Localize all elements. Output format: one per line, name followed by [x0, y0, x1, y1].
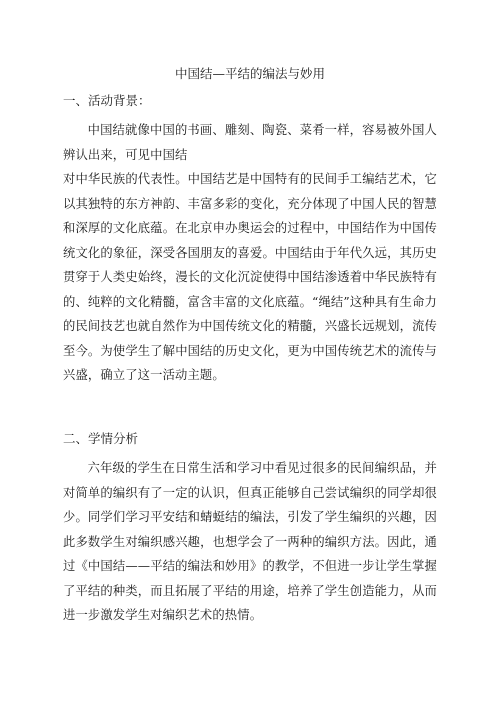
section-heading-background: 一、活动背景：	[63, 93, 151, 108]
document-title: 中国结—平结的编法与妙用	[174, 66, 325, 81]
paragraph-background-main: 对中华民族的代表性。中国结艺是中国特有的民间手工编结艺术，它以其独特的东方神韵、丰富多彩的变化，充分体现了中国人民的智慧和深厚的文化底蕴。在北京申办奥运会的过程中，中国结作为中国传统文化的象征，深受各国朋友的喜爱。中国结由于年代久远，其历史贯穿于人类史始终，漫长的文化沉淀使得中国结渗透着中华民族特有的、纯粹的文化精髓，富含丰富的文化底蕴。“绳结”这种具有生命力的民间技艺也就自然作为中国传统文化的精髓，兴盛长远规划，流传至今。为使学生了解中国结的历史文化，更为中国传统艺术的流传与兴盛，确立了这一活动主题。	[63, 172, 437, 382]
section-heading-student-analysis: 二、学情分析	[63, 431, 139, 446]
paragraph-background-intro: 中国结就像中国的书画、雕刻、陶瓷、菜肴一样，容易被外国人辨认出来，可见中国结	[63, 123, 437, 162]
paragraph-student-analysis: 六年级的学生在日常生活和学习中看见过很多的民间编织品，并对简单的编织有了一定的认识，但真正能够自己尝试编织的同学却很少。同学们学习平安结和蜻蜓结的编法，引发了学生编织的兴趣，因此多数学生对编织感兴趣，也想学会了一两种的编织方法。因此，通过《中国结——平结的编法和妙用》的教学，不但进一步让学生掌握了平结的种类，而且拓展了平结的用途，培养了学生创造能力，从而进一步激发学生对编织艺术的热情。	[63, 461, 437, 622]
